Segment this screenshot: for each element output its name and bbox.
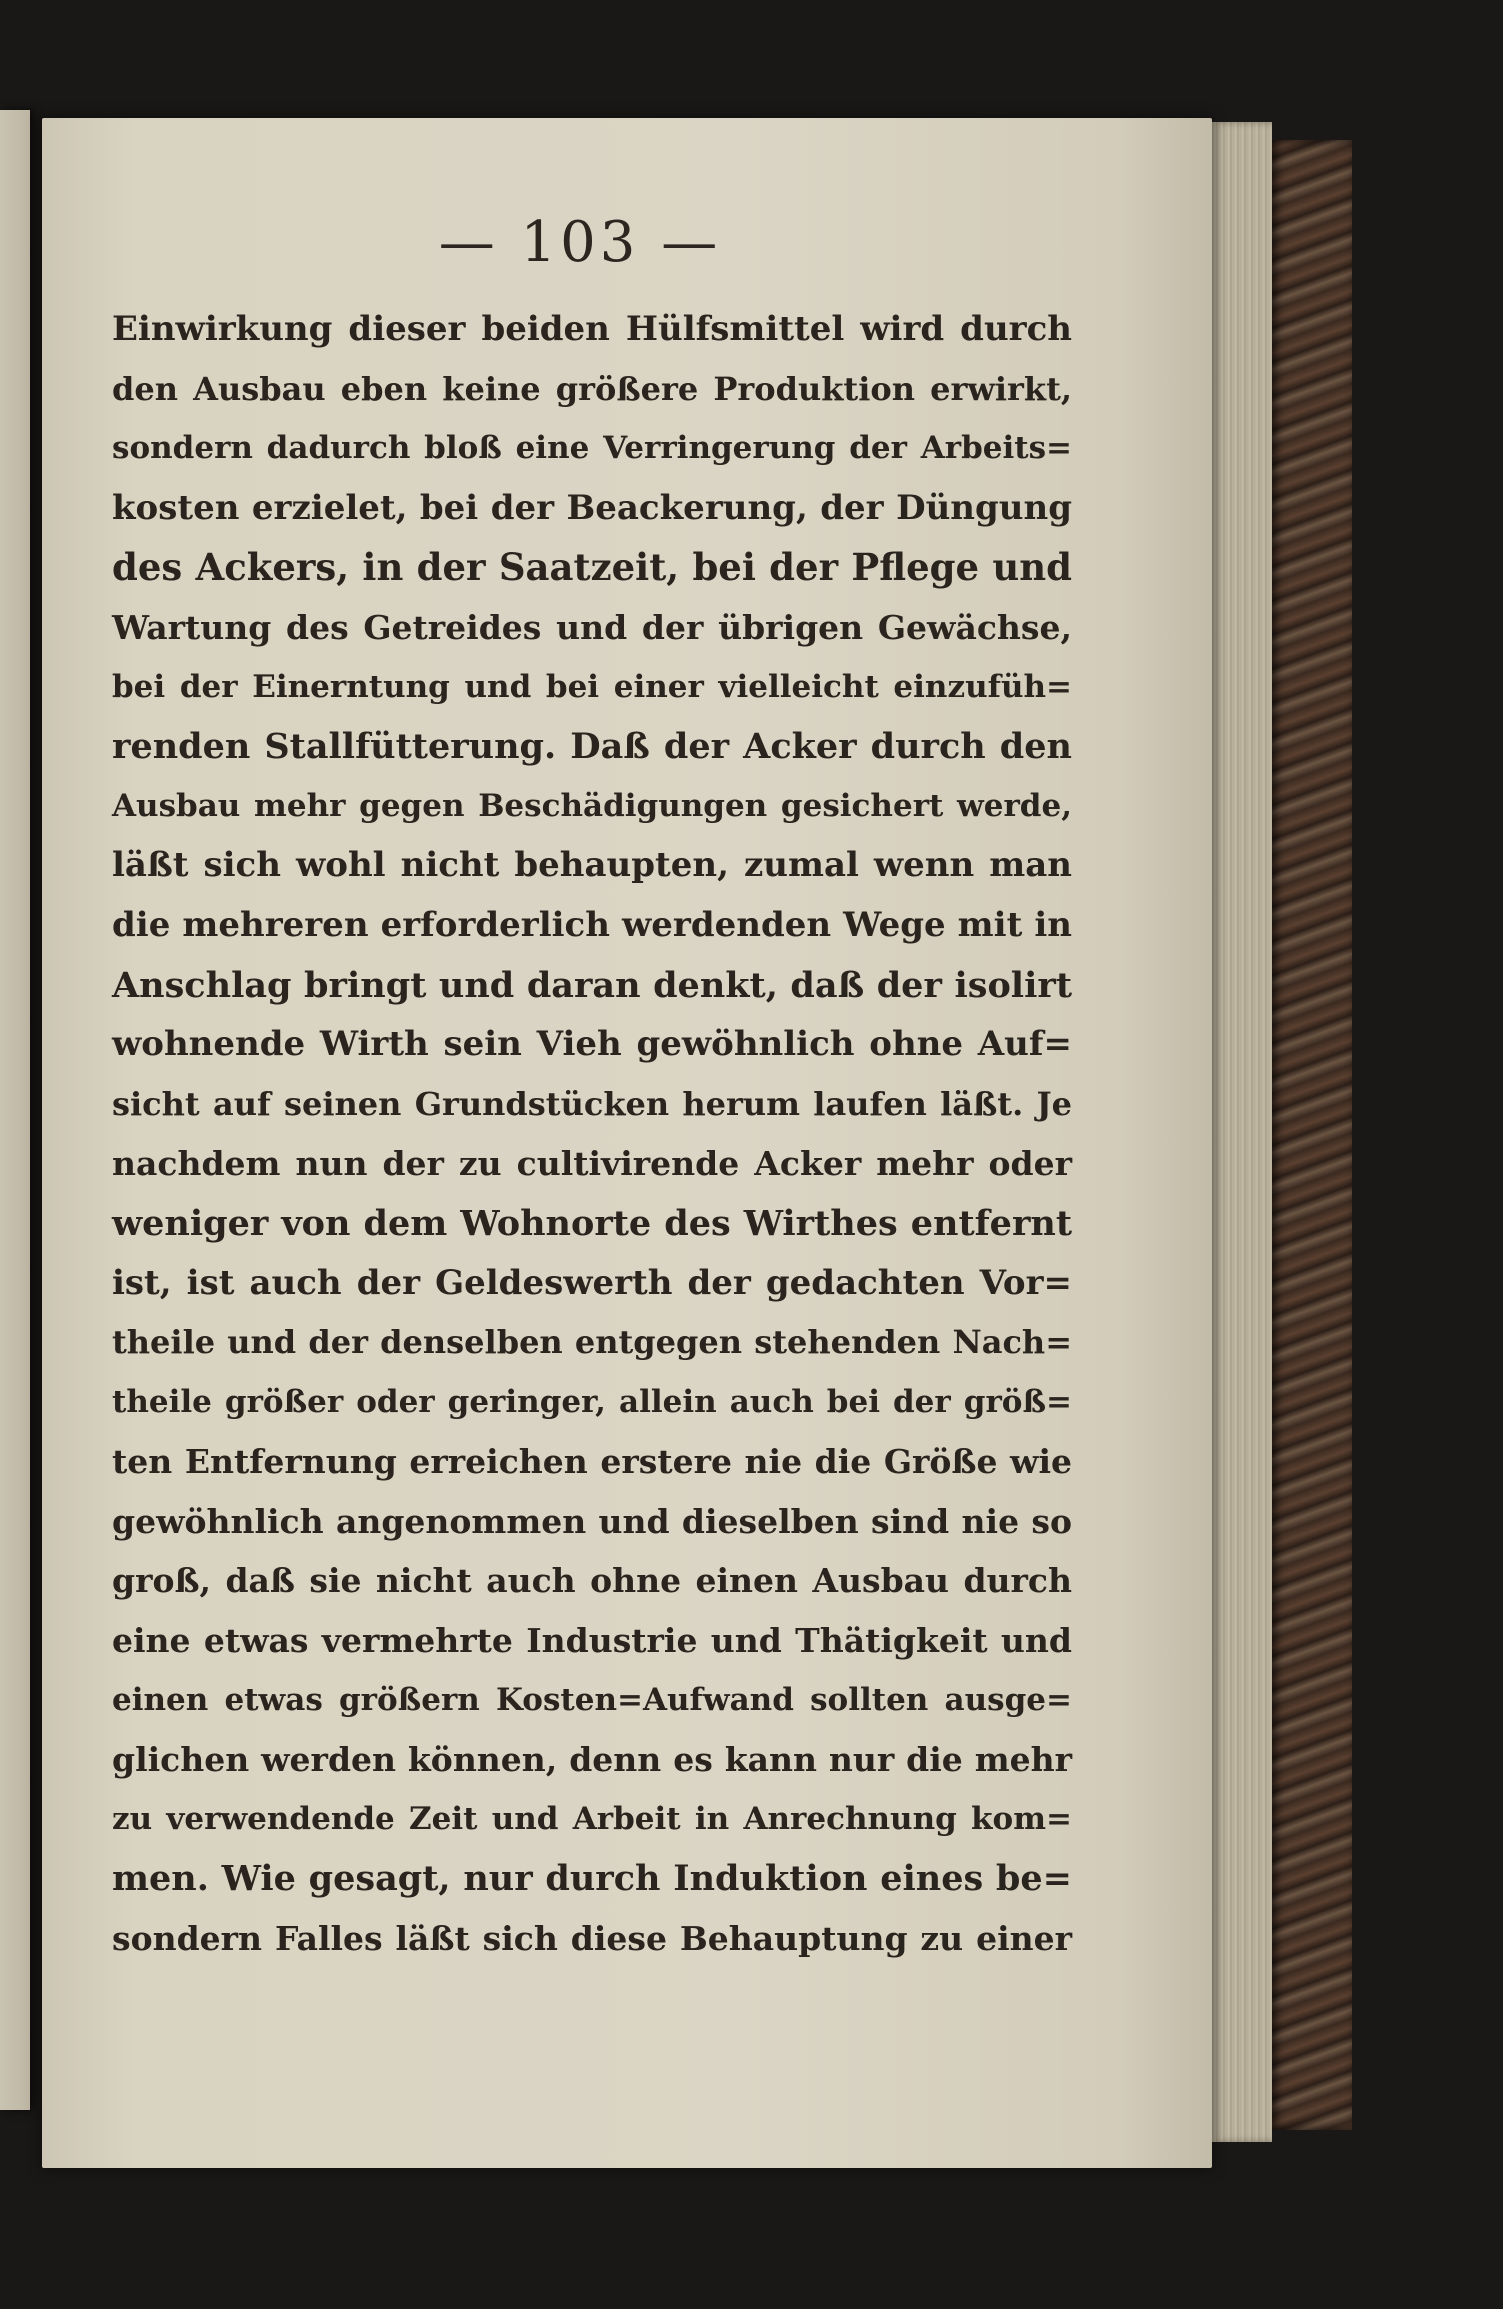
text-line: einen etwas größern Kosten=Aufwand sollten ausge=	[112, 1681, 1072, 1718]
text-line: ist, ist auch der Geldeswerth der gedachten Vor=	[112, 1262, 1072, 1303]
text-line: Ausbau mehr gegen Beschädigungen gesichert werde,	[112, 787, 1072, 824]
text-line: wohnende Wirth sein Vieh gewöhnlich ohne Auf=	[112, 1024, 1072, 1065]
text-line: zu verwendende Zeit und Arbeit in Anrechnung kom=	[112, 1800, 1072, 1837]
text-line: Einwirkung dieser beiden Hülfsmittel wird durch	[112, 309, 1072, 349]
text-line: nachdem nun der zu cultivirende Acker mehr oder	[112, 1144, 1072, 1184]
text-line: des Ackers, in der Saatzeit, bei der Pflege und	[112, 545, 1072, 590]
text-line: renden Stallfütterung. Daß der Acker durch den	[112, 726, 1072, 768]
text-line: Anschlag bringt und daran denkt, daß der isolirt	[112, 964, 1072, 1006]
text-line: theile größer oder geringer, allein auch bei der größ=	[112, 1383, 1072, 1420]
text-line: glichen werden können, denn es kann nur die mehr	[112, 1740, 1072, 1780]
text-line: men. Wie gesagt, nur durch Induktion eines be=	[112, 1858, 1072, 1900]
text-line: Wartung des Getreides und der übrigen Gewächse,	[112, 607, 1072, 647]
text-line: eine etwas vermehrte Industrie und Thätigkeit und	[112, 1621, 1072, 1661]
text-line: ten Entfernung erreichen erstere nie die Größe wie	[112, 1442, 1072, 1482]
body-text	[112, 300, 1072, 1969]
text-line: kosten erzielet, bei der Beackerung, der Düngung	[112, 487, 1072, 528]
text-line: die mehreren erforderlich werdenden Wege mit in	[112, 904, 1072, 945]
text-line: bei der Einerntung und bei einer vielleicht einzufüh=	[112, 668, 1072, 705]
text-line: theile und der denselben entgegen stehenden Nach=	[112, 1323, 1072, 1362]
page-block-edge	[1212, 122, 1272, 2142]
facing-page-edge	[0, 110, 30, 2110]
text-line: den Ausbau eben keine größere Produktion erwirkt,	[112, 369, 1072, 408]
text-line: gewöhnlich angenommen und dieselben sind nie so	[112, 1501, 1072, 1541]
page-number-header: — 103 —	[438, 210, 722, 275]
text-line: weniger von dem Wohnorte des Wirthes entfernt	[112, 1202, 1072, 1244]
text-line: läßt sich wohl nicht behaupten, zumal wenn man	[112, 845, 1072, 886]
book-cover-edge	[1272, 140, 1352, 2130]
text-line: groß, daß sie nicht auch ohne einen Ausbau durch	[112, 1561, 1072, 1601]
text-line: sondern Falles läßt sich diese Behauptung zu einer	[112, 1919, 1072, 1959]
text-line: sicht auf seinen Grundstücken herum laufen läßt. Je	[112, 1084, 1072, 1123]
text-line: sondern dadurch bloß eine Verringerung der Arbeits=	[112, 430, 1072, 467]
